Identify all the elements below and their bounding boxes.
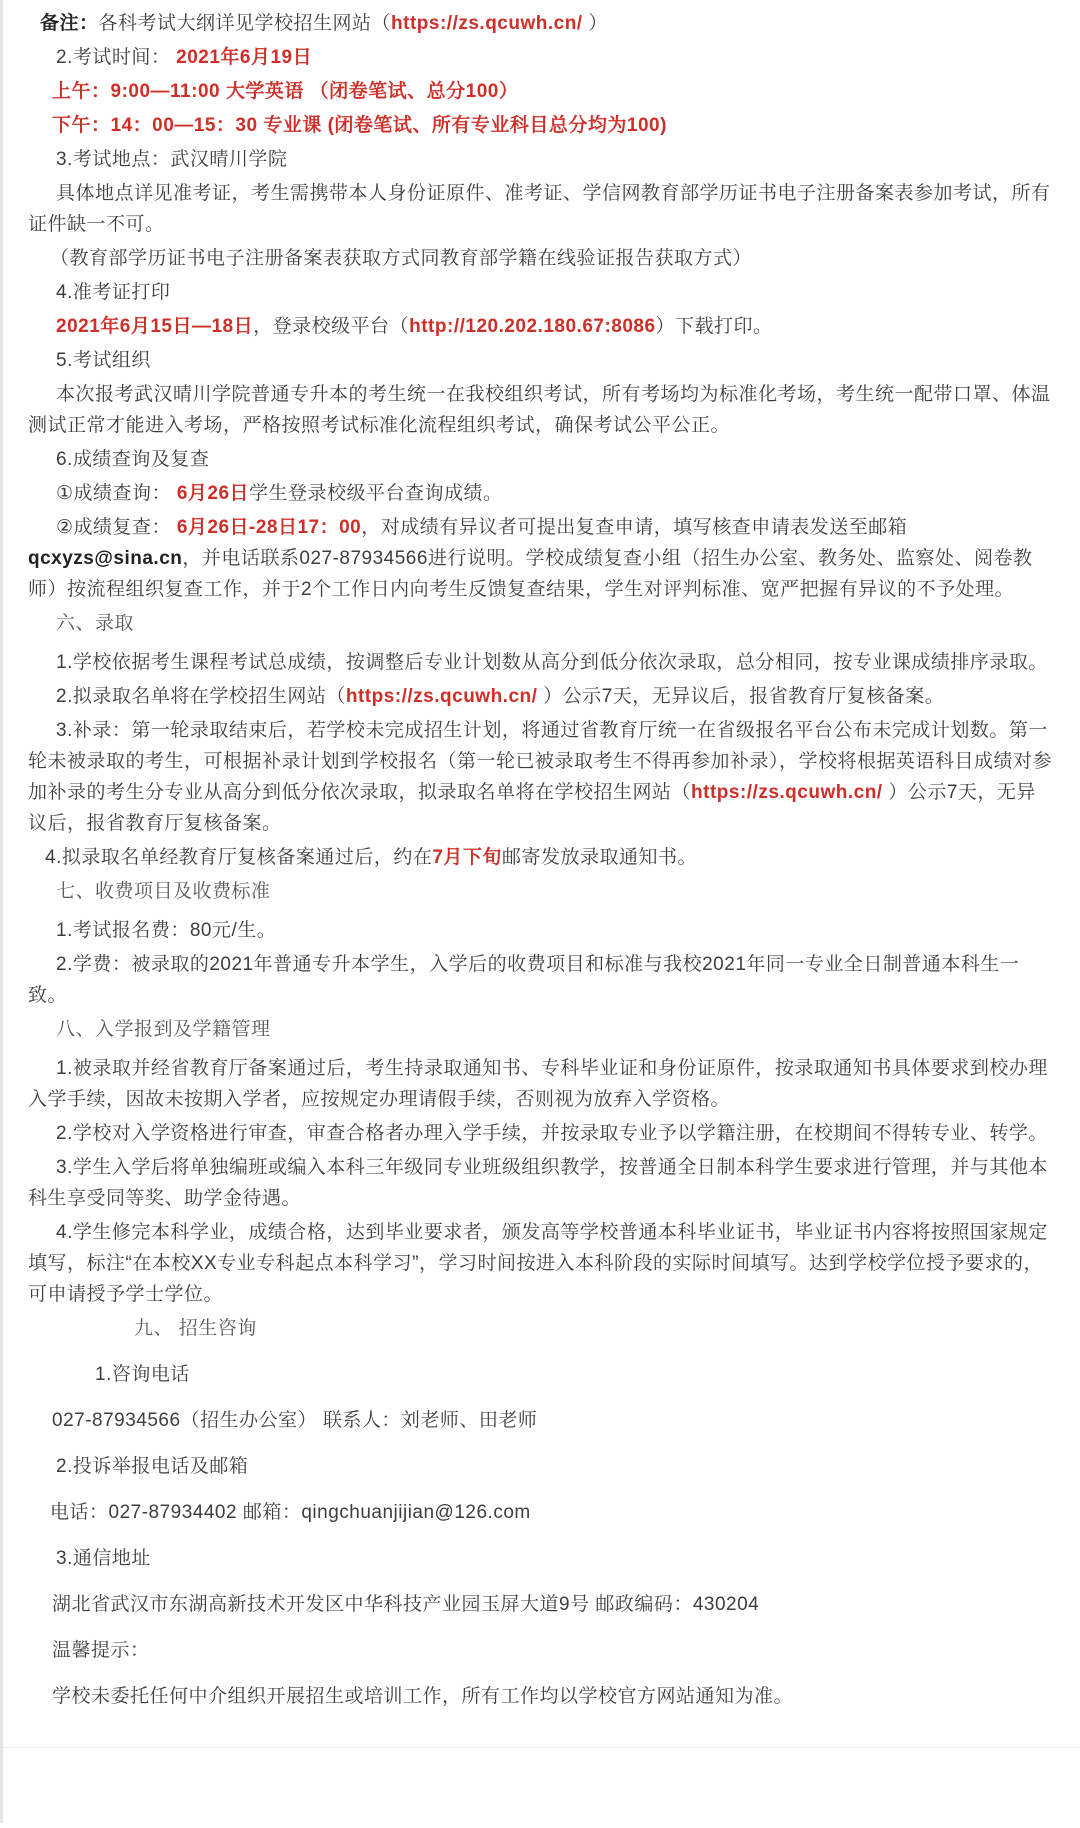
text-run: 3.考试地点：武汉晴川学院	[56, 149, 288, 170]
text-run: 2.投诉举报电话及邮箱	[56, 1456, 249, 1477]
record-form-note	[28, 243, 1052, 274]
consult-phone-line	[28, 1405, 1052, 1436]
section-nine-heading	[28, 1313, 1052, 1344]
fee-item-1	[28, 915, 1052, 946]
text-run: ）	[582, 13, 608, 34]
section-seven-heading	[28, 876, 1052, 907]
text-run: 六、录取	[56, 613, 135, 634]
text-run: ）公示7天，无异议后，报省教育厅复核备案。	[537, 686, 945, 707]
document-body	[28, 8, 1052, 1712]
score-review-line	[28, 512, 1052, 605]
text-run: ①成绩查询：	[56, 483, 177, 504]
exam-time-line	[28, 42, 1052, 73]
exam-organization-detail	[28, 379, 1052, 441]
text-run: 2.考试时间：	[56, 47, 177, 68]
text-run: 6月26日	[176, 483, 250, 504]
bottom-gap	[28, 1727, 1052, 1747]
text-run: 八、入学报到及学籍管理	[56, 1019, 271, 1040]
text-run: 下午：14：00—15：30 专业课 (闭卷笔试、所有专业科目总分均为100)	[52, 115, 667, 136]
text-run: 1.学校依据考生课程考试总成绩，按调整后专业计划数从高分到低分依次录取，总分相同，按专业课成绩排序录取。	[56, 652, 1048, 673]
admission-rule-3	[28, 715, 1052, 839]
admission-ticket-detail	[28, 311, 1052, 342]
text-run: 1.考试报名费：80元/生。	[56, 920, 277, 941]
text-run: 温馨提示：	[52, 1640, 150, 1661]
text-run: 4.学生修完本科学业，成绩合格，达到毕业要求者，颁发高等学校普通本科毕业证书，毕业证书内容将按照国家规定填写，标注“在本校XX专业专科起点本科学习”，学习时间按进入本科阶段的实际时间填写。达到学校学位授予要求的，可申请授予学士学位。	[28, 1222, 1048, 1305]
text-run: 上午：9:00—11:00 大学英语 （闭卷笔试、总分100）	[52, 81, 519, 102]
text-run: 学校未委托任何中介组织开展招生或培训工作，所有工作均以学校官方网站通知为准。	[52, 1686, 794, 1707]
fee-item-2	[28, 949, 1052, 1011]
url-text: https://zs.qcuwh.cn/	[691, 782, 883, 803]
morning-exam-line	[28, 76, 1052, 107]
text-run: 6.成绩查询及复查	[56, 449, 210, 470]
enrollment-rule-2	[28, 1118, 1052, 1149]
admission-rule-4	[28, 842, 1052, 873]
admission-rule-1	[28, 647, 1052, 678]
section-six-heading	[28, 608, 1052, 639]
text-run: ，对成绩有异议者可提出复查申请，填写核查申请表发送至邮箱	[361, 517, 908, 538]
admission-ticket-heading	[28, 277, 1052, 308]
admission-rule-2	[28, 681, 1052, 712]
score-query-heading	[28, 444, 1052, 475]
text-run: 4.拟录取名单经教育厅复核备案通过后，约在	[45, 847, 433, 868]
text-run: 3.学生入学后将单独编班或编入本科三年级同专业班级组织教学，按普通全日制本科学生要求进行管理，并与其他本科生享受同等奖、助学金待遇。	[28, 1157, 1048, 1209]
note-line	[28, 8, 1052, 39]
text-run: 5.考试组织	[56, 350, 151, 371]
url-text: http://120.202.180.67:8086	[409, 316, 656, 337]
text-run: 本次报考武汉晴川学院普通专升本的考生统一在我校组织考试，所有考场均为标准化考场，考生统一配带口罩、体温测试正常才能进入考场，严格按照考试标准化流程组织考试，确保考试公平公正。	[28, 384, 1051, 436]
text-run: 学生登录校级平台查询成绩。	[249, 483, 503, 504]
text-run: 3.补录：第一轮录取结束后，若学校未完成招生计划，将通过省教育厅统一在省级报名平台公布未完成计划数。第一轮未被录取的考生，可根据补录计划到学校报名（第一轮已被录取考生不得再参加补录），学校将根据英语科目成绩对参加补录的考生分专业从高分到低分依次录取，拟录取名单将在学校招生网站（	[28, 720, 1053, 803]
text-run: 七、收费项目及收费标准	[56, 881, 271, 902]
text-run: 2021年6月19日	[176, 47, 313, 68]
enrollment-rule-1	[28, 1053, 1052, 1115]
warm-tip-heading	[28, 1635, 1052, 1666]
afternoon-exam-line	[28, 110, 1052, 141]
text-run: ，并电话联系027-87934566进行说明。学校成绩复查小组（招生办公室、教务处、监察处、阅卷教师）按流程组织复查工作，并于2个工作日内向考生反馈复查结果，学生对评判标准、宽严把握有异议的不予处理。	[28, 548, 1033, 600]
text-run: 1.被录取并经省教育厅备案通过后，考生持录取通知书、专科毕业证和身份证原件，按录取通知书具体要求到校办理入学手续，因故未按期入学者，应按规定办理请假手续，否则视为放弃入学资格。	[28, 1058, 1048, 1110]
text-run: 7月下旬	[432, 847, 502, 868]
section-eight-heading	[28, 1014, 1052, 1045]
complaint-heading	[28, 1451, 1052, 1482]
text-run: ）下载打印。	[655, 316, 773, 337]
page-left-edge-divider	[0, 0, 3, 1823]
text-run: 2.学费：被录取的2021年普通专升本学生，入学后的收费项目和标准与我校2021年同一专业全日制普通本科生一致。	[28, 954, 1020, 1006]
enrollment-rule-4	[28, 1217, 1052, 1310]
exam-location-line	[28, 144, 1052, 175]
text-run: ）公示7天，无异议后，报省教育厅复核备案。	[28, 782, 1036, 834]
mail-address-heading	[28, 1543, 1052, 1574]
exam-organization-heading	[28, 345, 1052, 376]
email-text: qingchuanjijian@126.com	[301, 1502, 531, 1523]
text-run: 027-87934566（招生办公室） 联系人：刘老师、田老师	[52, 1410, 538, 1431]
text-run: 2.拟录取名单将在学校招生网站（	[56, 686, 346, 707]
bottom-whitespace	[28, 1748, 1052, 1828]
text-run: 2.学校对入学资格进行审查，审查合格者办理入学手续，并按录取专业予以学籍注册，在校期间不得转专业、转学。	[56, 1123, 1048, 1144]
text-run: 4.准考证打印	[56, 282, 171, 303]
text-run: 1.咨询电话	[95, 1364, 190, 1385]
warm-tip-line	[28, 1681, 1052, 1712]
score-query-line	[28, 478, 1052, 509]
text-run: （教育部学历证书电子注册备案表获取方式同教育部学籍在线验证报告获取方式）	[50, 248, 753, 269]
enrollment-rule-3	[28, 1152, 1052, 1214]
email-text: qcxyzs@sina.cn	[28, 548, 183, 569]
text-run: 九、 招生咨询	[134, 1318, 257, 1339]
text-run: 电话：027-87934402 邮箱：	[50, 1502, 302, 1523]
url-text: https://zs.qcuwh.cn/	[391, 13, 583, 34]
exam-location-detail	[28, 178, 1052, 240]
text-run: 邮寄发放录取通知书。	[501, 847, 697, 868]
text-run: 备注：	[40, 13, 99, 34]
text-run: 3.通信地址	[56, 1548, 151, 1569]
mail-address-line	[28, 1589, 1052, 1620]
url-text: https://zs.qcuwh.cn/	[345, 686, 538, 707]
text-run: 2021年6月15日—18日	[56, 316, 254, 337]
consult-phone-heading	[28, 1359, 1052, 1390]
text-run: 各科考试大纲详见学校招生网站（	[98, 13, 392, 34]
complaint-line	[28, 1497, 1052, 1528]
text-run: 6月26日-28日17：00	[176, 517, 362, 538]
text-run: ，登录校级平台（	[253, 316, 410, 337]
text-run: 具体地点详见准考证，考生需携带本人身份证原件、准考证、学信网教育部学历证书电子注册备案表参加考试，所有证件缺一不可。	[28, 183, 1051, 235]
text-run: 湖北省武汉市东湖高新技术开发区中华科技产业园玉屏大道9号 邮政编码：430204	[52, 1594, 760, 1615]
text-run: ②成绩复查：	[56, 517, 177, 538]
